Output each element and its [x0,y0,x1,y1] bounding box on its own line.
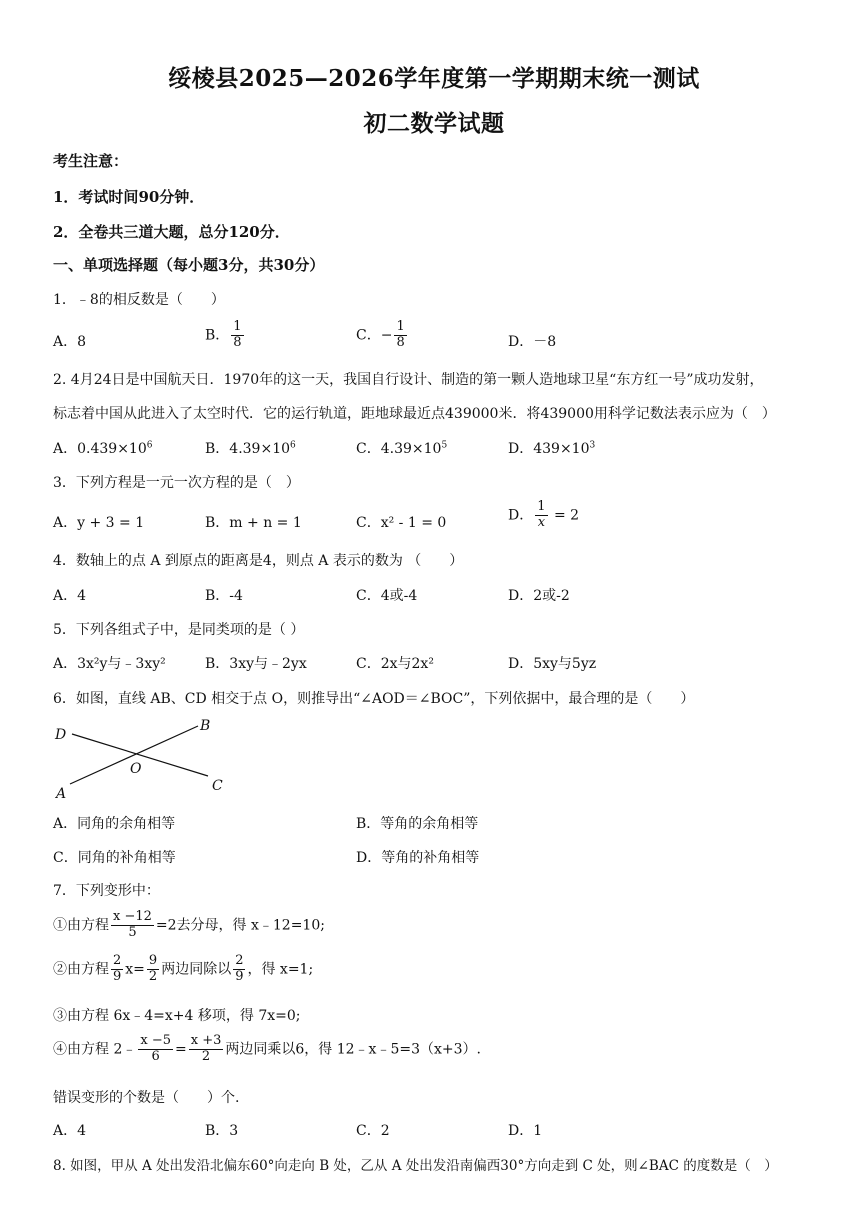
label-d: D [55,727,67,743]
q3-d-label: D． [508,507,534,524]
s1-fraction [111,910,154,941]
q2-b-exponent: 6 [290,440,296,451]
q3-option-d [508,500,579,531]
denominator: 8 [233,334,242,350]
numerator: 1 [233,319,242,334]
s4-fraction-1 [138,1034,173,1065]
q7-option-a: A．4 [53,1123,87,1139]
numerator: 2 [113,953,122,968]
question-4-stem: 4．数轴上的点 A 到原点的距离是4，则点 A 表示的数为 （ ） [53,553,464,569]
q6-option-c: C．同角的补角相等 [53,850,176,866]
denominator: 6 [151,1048,160,1064]
numerator: x +3 [190,1033,222,1048]
q2-d-base: D．439×10 [508,441,590,457]
s2-fraction-2 [147,954,159,985]
q4-option-d: D．2或-2 [508,588,570,604]
q2-option-d [508,438,595,458]
q1-option-b [205,320,246,351]
q5-option-c: C．2x与2x² [356,656,434,672]
label-c: C [212,778,223,794]
q4-option-c: C．4或-4 [356,588,418,604]
q1-c-label: C．− [356,327,393,344]
q1-b-fraction [231,320,243,351]
s2-fraction-1 [111,954,123,985]
question-2-stem-line1: 2. 4月24日是中国航天日．1970年的这一天，我国自行设计、制造的第一颗人造地球卫星“东方红一号”成功发射， [53,372,764,388]
question-2-stem-line2: 标志着中国从此进入了太空时代．它的运行轨道，距地球最近点439000米．将439000用科学记数法表示应为（ ） [53,406,776,422]
q2-a-exponent: 6 [146,440,153,451]
s4-fraction-2 [189,1034,224,1065]
q1-b-label: B． [205,327,230,344]
q3-option-c: C．x² - 1 = 0 [356,515,447,531]
denominator: 2 [148,968,158,984]
q2-a-base: A．0.439×10 [53,441,147,457]
question-6-stem: 6．如图，直线 AB、CD 相交于点 O，则推导出“∠AOD＝∠BOC”，下列依据中，最合理的是（ ） [53,691,695,707]
q6-option-a: A．同角的余角相等 [53,816,176,832]
q3-option-b: B．m + n = 1 [205,515,302,531]
numerator: x −12 [113,909,152,924]
intersecting-lines-figure [50,712,240,804]
q6-option-b: B．等角的余角相等 [356,816,479,832]
q6-option-d: D．等角的补角相等 [356,850,480,866]
denominator: 9 [113,968,122,984]
q7-option-c: C．2 [356,1123,390,1139]
question-8-stem: 8. 如图，甲从 A 处出发沿北偏东60°向走向 B 处，乙从 A 处出发沿南偏西30°方向走到 C 处，则∠BAC 的度数是（ ） [53,1158,778,1174]
q5-option-a: A．3x²y与﹣3xy² [53,656,166,672]
notice-item-2: 2．全卷共三道大题，总分120分． [53,223,290,241]
q1-c-fraction [394,320,406,351]
q7-statement-2 [53,954,313,985]
exam-subtitle: 初二数学试题 [363,110,505,137]
label-b: B [200,718,211,734]
question-1-stem: 1．﹣8的相反数是（ ） [53,292,225,308]
q5-option-b: B．3xy与﹣2yx [205,656,307,672]
q2-c-exponent: 5 [441,440,448,451]
q7-statement-3: ③由方程 6x﹣4=x+4 移项，得 7x=0; [53,1008,301,1024]
denominator: 2 [201,1048,211,1064]
question-3-stem: 3．下列方程是一元一次方程的是（ ） [53,475,300,491]
numerator: 1 [537,499,546,514]
q4-option-b: B．-4 [205,588,243,604]
s2-middle-1: x= [125,961,145,978]
denominator: 9 [235,968,244,984]
question-7-stem: 7．下列变形中： [53,883,160,899]
q2-option-b [205,438,296,458]
section-heading: 一、单项选择题（每小题3分，共30分） [53,256,325,274]
q2-option-a [53,438,152,458]
numerator: x −5 [140,1033,171,1048]
question-5-stem: 5．下列各组式子中，是同类项的是（ ） [53,622,305,638]
notice-item-1: 1．考试时间90分钟． [53,188,205,206]
q2-b-base: B．4.39×10 [205,441,291,457]
q2-option-c [356,438,447,458]
numerator: 2 [235,953,244,968]
q1-option-a: A．8 [53,334,87,350]
label-o: O [130,761,142,777]
q5-option-d: D．5xy与5yz [508,656,597,672]
q7-ask: 错误变形的个数是（ ）个. [53,1090,240,1106]
exam-title: 绥棱县2025—2026学年度第一学期期末统一测试 [168,65,700,92]
q1-option-d: D．－8 [508,334,557,350]
q2-c-base: C．4.39×10 [356,441,442,457]
q3-d-fraction [535,500,547,531]
s2-fraction-3 [233,954,245,985]
q7-statement-1 [53,910,325,941]
numerator: 1 [396,319,405,334]
q3-d-rest: = 2 [549,507,580,524]
s4-suffix: 两边同乘以6，得 12﹣x﹣5=3（x+3）. [225,1041,481,1058]
label-a: A [56,786,67,802]
s1-prefix: ①由方程 [53,917,109,934]
s4-prefix: ④由方程 2﹣ [53,1041,137,1058]
notice-heading: 考生注意： [53,152,129,170]
q4-option-a: A．4 [53,588,87,604]
denominator: x [537,514,546,530]
q2-d-exponent: 3 [589,440,596,451]
s1-suffix: =2去分母，得 x﹣12=10; [155,917,325,934]
q1-option-c [356,320,409,351]
s2-prefix: ②由方程 [53,961,109,978]
q7-statement-4 [53,1034,481,1065]
s4-equals: = [175,1041,187,1058]
denominator: 5 [128,924,137,940]
s2-middle-2: 两边同除以 [161,961,232,978]
s2-suffix: ，得 x=1; [247,961,314,978]
q3-option-a: A．y + 3 = 1 [53,515,145,531]
q7-option-d: D．1 [508,1123,543,1139]
denominator: 8 [396,334,405,350]
numerator: 9 [148,953,158,968]
q7-option-b: B．3 [205,1123,239,1139]
